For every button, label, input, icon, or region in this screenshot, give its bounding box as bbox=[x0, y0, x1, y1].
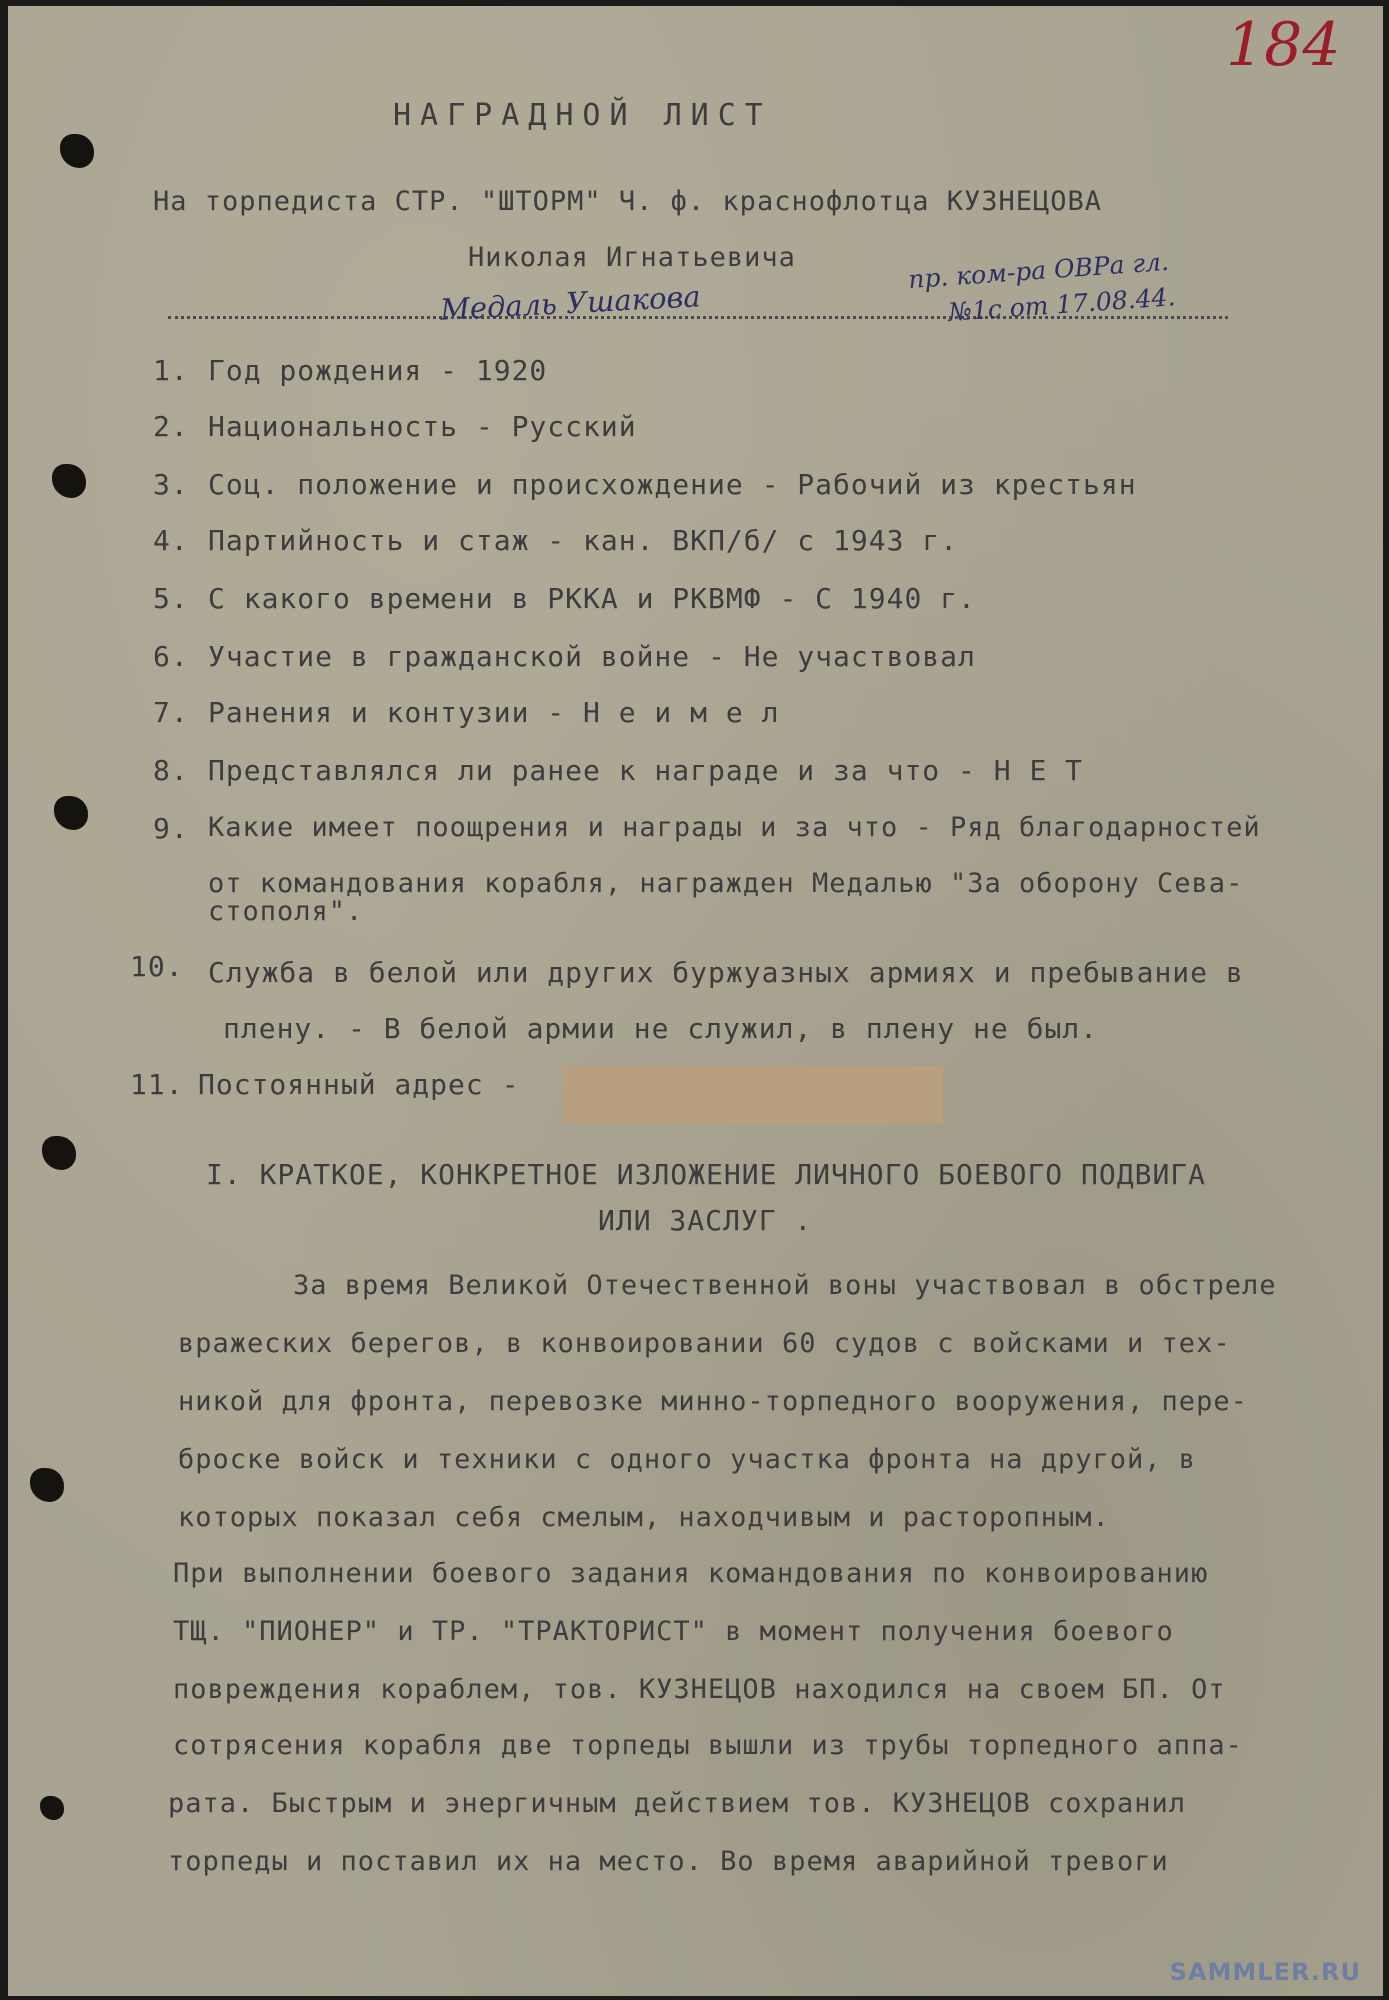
binding-hole bbox=[30, 1468, 64, 1502]
item-text: Постоянный адрес - bbox=[198, 1068, 520, 1101]
handwritten-order-note-1: пр. ком-ра ОВРа гл. bbox=[907, 246, 1170, 295]
binding-hole bbox=[52, 464, 86, 498]
item-number: 4. bbox=[153, 524, 189, 557]
body-line: ТЩ. "ПИОНЕР" и ТР. "ТРАКТОРИСТ" в момент получения боевого bbox=[173, 1616, 1174, 1647]
binding-hole bbox=[42, 1136, 76, 1170]
item-text: Представлялся ли ранее к награде и за что - Н Е Т bbox=[208, 754, 1084, 787]
item-number: 7. bbox=[153, 696, 189, 729]
item-text: С какого времени в РККА и РКВМФ - С 1940 г. bbox=[208, 582, 976, 615]
item-number: 2. bbox=[153, 410, 189, 443]
item-number: 10. bbox=[130, 950, 184, 983]
body-line: При выполнении боевого задания командования по конвоированию bbox=[173, 1558, 1209, 1589]
item-continuation: стополя". bbox=[208, 896, 364, 927]
binding-hole bbox=[54, 796, 88, 830]
item-text: Участие в гражданской войне - Не участвовал bbox=[208, 640, 976, 673]
item-text: Партийность и стаж - кан. ВКП/б/ с 1943 г. bbox=[208, 524, 959, 557]
item-number: 6. bbox=[153, 640, 189, 673]
page-number-handwritten: 184 bbox=[1226, 10, 1341, 80]
body-line: сотрясения корабля две торпеды вышли из трубы торпедного аппа- bbox=[173, 1730, 1243, 1761]
body-line: торпеды и поставил их на место. Во время аварийной тревоги bbox=[168, 1846, 1169, 1877]
body-line: которых показал себя смелым, находчивым и расторопным. bbox=[178, 1502, 1110, 1533]
binding-hole bbox=[60, 134, 94, 168]
item-text: Какие имеет поощрения и награды и за что - Ряд благодарностей bbox=[208, 812, 1261, 843]
item-number: 11. bbox=[130, 1068, 184, 1101]
item-number: 3. bbox=[153, 468, 189, 501]
body-line: За время Великой Отечественной воны участвовал в обстреле bbox=[293, 1270, 1277, 1301]
item-text: Год рождения - 1920 bbox=[208, 354, 548, 387]
item-continuation: плену. - В белой армии не служил, в плену не был. bbox=[223, 1012, 1099, 1045]
item-text: Национальность - Русский bbox=[208, 410, 637, 443]
binding-hole bbox=[40, 1796, 64, 1820]
body-line: никой для фронта, перевозке минно-торпедного вооружения, пере- bbox=[178, 1386, 1248, 1417]
body-line: рата. Быстрым и энергичным действием тов. КУЗНЕЦОВ сохранил bbox=[168, 1788, 1187, 1819]
item-continuation: от командования корабля, награжден Медалью "За оборону Сева- bbox=[208, 868, 1244, 899]
handwritten-order-note-2: №1с от 17.08.44. bbox=[947, 282, 1177, 327]
body-line: повреждения кораблем, тов. КУЗНЕЦОВ находился на своем БП. От bbox=[173, 1674, 1226, 1705]
subject-line-1: На торпедиста СТР. "ШТОРМ" Ч. ф. краснофлотца КУЗНЕЦОВА bbox=[153, 186, 1103, 217]
item-number: 9. bbox=[153, 812, 189, 845]
watermark: SAMMLER.RU bbox=[1169, 1958, 1361, 1986]
item-text: Соц. положение и происхождение - Рабочий из крестьян bbox=[208, 468, 1137, 501]
section-title: I. КРАТКОЕ, КОНКРЕТНОЕ ИЗЛОЖЕНИЕ ЛИЧНОГО БОЕВОГО ПОДВИГА bbox=[206, 1158, 1207, 1191]
document-page bbox=[8, 6, 1383, 1996]
body-line: броске войск и техники с одного участка фронта на другой, в bbox=[178, 1444, 1197, 1475]
item-number: 8. bbox=[153, 754, 189, 787]
handwritten-award-note: Медаль Ушакова bbox=[439, 279, 702, 327]
redacted-address-block bbox=[563, 1066, 943, 1124]
body-line: вражеских берегов, в конвоировании 60 судов с войсками и тех- bbox=[178, 1328, 1231, 1359]
section-title-continuation: ИЛИ ЗАСЛУГ . bbox=[598, 1204, 813, 1237]
item-number: 5. bbox=[153, 582, 189, 615]
item-number: 1. bbox=[153, 354, 189, 387]
subject-line-2: Николая Игнатьевича bbox=[468, 242, 796, 273]
document-heading: НАГРАДНОЙ ЛИСТ bbox=[393, 98, 772, 133]
item-text: Ранения и контузии - Н е и м е л bbox=[208, 696, 780, 729]
item-text: Служба в белой или других буржуазных армиях и пребывание в bbox=[208, 956, 1244, 989]
